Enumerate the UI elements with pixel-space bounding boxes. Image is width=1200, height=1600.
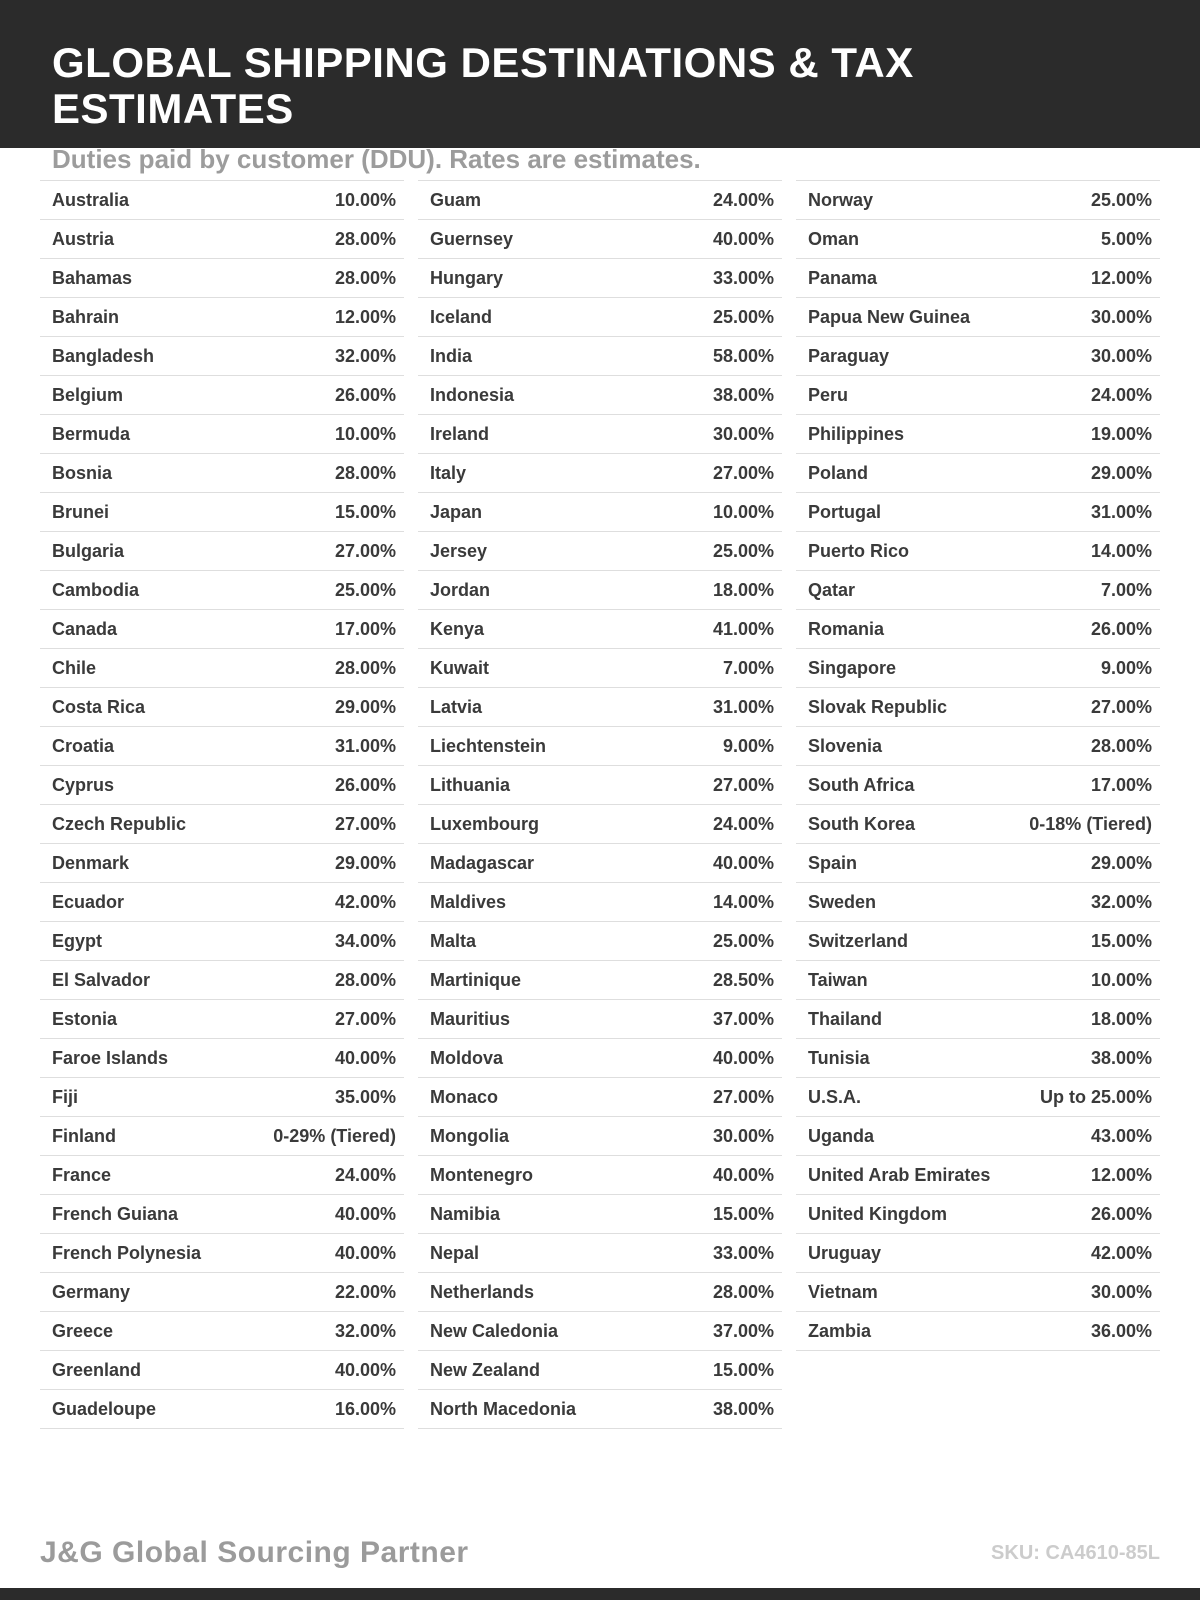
country-name: Nepal [430,1242,480,1263]
table-row [796,688,1160,727]
country-name: Latvia [430,696,483,717]
table-row [40,337,404,376]
country-name: Australia [52,189,130,210]
country-name: Slovenia [808,735,883,756]
tax-rate: 38.00% [712,384,774,405]
table-row [796,1195,1160,1234]
tax-rate: 27.00% [712,462,774,483]
tax-rate: Up to 25.00% [1039,1086,1152,1107]
country-name: Cambodia [52,579,140,600]
table-row [418,766,782,805]
table-row [418,571,782,610]
table-row [418,922,782,961]
tax-rate: 27.00% [334,813,396,834]
tax-rate: 27.00% [334,540,396,561]
table-row [40,1234,404,1273]
country-name: Brunei [52,501,110,522]
table-row [796,922,1160,961]
tax-rate: 5.00% [1100,228,1152,249]
table-row [796,844,1160,883]
tax-rate: 22.00% [334,1281,396,1302]
table-row [418,610,782,649]
country-name: Poland [808,462,869,483]
table-row [796,1156,1160,1195]
country-name: Kenya [430,618,485,639]
table-row [40,1351,404,1390]
tax-rate: 33.00% [712,1242,774,1263]
country-name: Vietnam [808,1281,878,1302]
country-name: Ireland [430,423,490,444]
tax-rate: 25.00% [712,930,774,951]
country-name: Norway [808,189,874,210]
table-row [40,766,404,805]
table-row [40,1000,404,1039]
table-row [418,1234,782,1273]
tax-rate: 19.00% [1090,423,1152,444]
tax-rate: 28.00% [334,969,396,990]
country-name: United Arab Emirates [808,1164,991,1185]
country-name: South Korea [808,813,916,834]
table-row [418,961,782,1000]
table-row [40,727,404,766]
tax-rate: 14.00% [712,891,774,912]
table-row [418,493,782,532]
country-name: Mauritius [430,1008,511,1029]
tax-rate: 26.00% [1090,1203,1152,1224]
tax-rate: 40.00% [712,228,774,249]
table-row [796,727,1160,766]
country-name: Mongolia [430,1125,509,1146]
rate-column [796,180,1160,1429]
country-name: Puerto Rico [808,540,910,561]
country-name: Canada [52,618,118,639]
country-name: Kuwait [430,657,490,678]
tax-rate: 28.00% [1090,735,1152,756]
table-row [418,1156,782,1195]
table-row [796,1117,1160,1156]
country-name: Zambia [808,1320,872,1341]
tax-rate: 26.00% [334,774,396,795]
country-name: Cyprus [52,774,115,795]
country-name: Jordan [430,579,491,600]
country-name: Qatar [808,579,856,600]
country-name: Greece [52,1320,114,1341]
table-row [796,532,1160,571]
tax-rate: 28.00% [334,462,396,483]
country-name: Bahrain [52,306,120,327]
page-title: GLOBAL SHIPPING DESTINATIONS & TAX ESTIMATES [52,39,914,133]
country-name: Guadeloupe [52,1398,157,1419]
tax-rate: 12.00% [334,306,396,327]
tax-rate: 10.00% [712,501,774,522]
table-row [796,493,1160,532]
tax-rate: 0-29% (Tiered) [273,1125,396,1146]
country-name: Faroe Islands [52,1047,169,1068]
country-name: Paraguay [808,345,890,366]
tax-rate: 17.00% [1090,774,1152,795]
tax-rate: 42.00% [334,891,396,912]
table-row [40,1273,404,1312]
table-row [40,883,404,922]
table-row [418,415,782,454]
table-row [40,1390,404,1429]
tax-rate: 40.00% [712,1164,774,1185]
table-row [418,181,782,220]
table-row [418,1312,782,1351]
table-row [40,844,404,883]
table-row [796,571,1160,610]
country-name: Monaco [430,1086,499,1107]
tax-rate: 40.00% [712,852,774,873]
tax-rate: 29.00% [1090,462,1152,483]
table-row [40,1078,404,1117]
tax-rate: 0-18% (Tiered) [1029,813,1152,834]
country-name: Jersey [430,540,488,561]
table-row [796,454,1160,493]
country-name: Peru [808,384,849,405]
country-name: Taiwan [808,969,868,990]
tax-rate: 31.00% [712,696,774,717]
table-row [418,844,782,883]
tax-rate: 30.00% [712,423,774,444]
tax-rate: 38.00% [712,1398,774,1419]
tax-rate: 28.00% [334,228,396,249]
tax-rate: 15.00% [712,1203,774,1224]
country-name: Malta [430,930,477,951]
table-row [796,649,1160,688]
table-row [418,1273,782,1312]
table-row [418,298,782,337]
tax-rate: 31.00% [334,735,396,756]
table-row [40,415,404,454]
table-row [418,259,782,298]
country-name: New Caledonia [430,1320,559,1341]
tax-rate: 33.00% [712,267,774,288]
table-row [40,181,404,220]
page-subtitle: Duties paid by customer (DDU). Rates are estimates. [52,144,701,175]
table-row [40,610,404,649]
country-name: Panama [808,267,878,288]
country-name: Bahamas [52,267,133,288]
tax-rate: 27.00% [334,1008,396,1029]
country-name: Austria [52,228,115,249]
country-name: Finland [52,1125,116,1146]
tax-rate: 12.00% [1090,1164,1152,1185]
country-name: Chile [52,657,97,678]
country-name: Maldives [430,891,507,912]
table-row [418,220,782,259]
country-name: French Polynesia [52,1242,202,1263]
table-row [796,298,1160,337]
country-name: Luxembourg [430,813,540,834]
tax-rate: 32.00% [334,1320,396,1341]
tax-rate: 9.00% [722,735,774,756]
tax-rate: 34.00% [334,930,396,951]
table-row [418,1117,782,1156]
table-row [796,883,1160,922]
country-name: Bangladesh [52,345,155,366]
tax-rate: 25.00% [712,306,774,327]
table-row [796,1234,1160,1273]
country-name: Moldova [430,1047,504,1068]
tax-rate: 58.00% [712,345,774,366]
country-name: Fiji [52,1086,78,1107]
table-row [796,1273,1160,1312]
table-row [796,610,1160,649]
country-name: India [430,345,473,366]
table-row [418,1195,782,1234]
tax-rate: 29.00% [334,696,396,717]
table-row [40,1156,404,1195]
country-name: Uganda [808,1125,875,1146]
country-name: Slovak Republic [808,696,948,717]
table-row [40,649,404,688]
tax-rate: 28.00% [334,657,396,678]
tax-rate: 29.00% [1090,852,1152,873]
country-name: El Salvador [52,969,151,990]
tax-rate: 24.00% [1090,384,1152,405]
table-row [418,376,782,415]
country-name: Bermuda [52,423,131,444]
country-name: Oman [808,228,860,249]
tax-rate: 18.00% [712,579,774,600]
tax-rate: 24.00% [334,1164,396,1185]
tax-rate: 41.00% [712,618,774,639]
table-row [796,415,1160,454]
tax-rate: 14.00% [1090,540,1152,561]
tax-rate: 40.00% [712,1047,774,1068]
table-row [796,961,1160,1000]
tax-rate: 25.00% [1090,189,1152,210]
country-name: Ecuador [52,891,125,912]
country-name: French Guiana [52,1203,179,1224]
country-name: South Africa [808,774,915,795]
tax-rate: 9.00% [1100,657,1152,678]
tax-rate: 28.00% [334,267,396,288]
tax-rate: 15.00% [1090,930,1152,951]
country-name: Egypt [52,930,103,951]
table-row [40,220,404,259]
table-row [796,766,1160,805]
table-row [796,220,1160,259]
country-name: Lithuania [430,774,510,795]
tax-rate: 24.00% [712,813,774,834]
table-row [40,571,404,610]
table-row [40,298,404,337]
table-row [40,688,404,727]
country-name: Spain [808,852,858,873]
table-row [796,337,1160,376]
tax-rate: 10.00% [334,423,396,444]
tax-rate: 32.00% [334,345,396,366]
tax-rate: 32.00% [1090,891,1152,912]
table-row [418,1039,782,1078]
tax-rate: 37.00% [712,1320,774,1341]
tax-rate: 42.00% [1090,1242,1152,1263]
country-name: Iceland [430,306,493,327]
table-row [418,649,782,688]
tax-rate: 25.00% [334,579,396,600]
tax-rate: 28.50% [712,969,774,990]
table-row [40,259,404,298]
table-row [40,1117,404,1156]
country-name: Guam [430,189,482,210]
tax-rate: 36.00% [1090,1320,1152,1341]
tax-rate: 15.00% [334,501,396,522]
tax-rate: 18.00% [1090,1008,1152,1029]
country-name: Bosnia [52,462,113,483]
table-row [796,1312,1160,1351]
table-row [418,727,782,766]
tax-rate: 27.00% [712,1086,774,1107]
table-row [418,883,782,922]
country-name: Estonia [52,1008,118,1029]
country-name: Philippines [808,423,905,444]
table-row [40,922,404,961]
tax-rate: 43.00% [1090,1125,1152,1146]
tax-rate: 27.00% [1090,696,1152,717]
table-row [418,1000,782,1039]
tax-rate-table [0,148,1200,1429]
table-row [418,688,782,727]
country-name: Madagascar [430,852,535,873]
table-row [796,1039,1160,1078]
table-row [40,493,404,532]
tax-rate: 12.00% [1090,267,1152,288]
country-name: Guernsey [430,228,514,249]
country-name: United Kingdom [808,1203,947,1224]
tax-rate: 15.00% [712,1359,774,1380]
country-name: Namibia [430,1203,501,1224]
table-row [796,1078,1160,1117]
header-banner [0,0,1200,175]
table-row [40,1195,404,1234]
tax-rate: 10.00% [334,189,396,210]
country-name: Japan [430,501,483,522]
country-name: Sweden [808,891,877,912]
tax-rate: 26.00% [1090,618,1152,639]
tax-rate: 17.00% [334,618,396,639]
table-row [796,1000,1160,1039]
footer [0,1518,1200,1588]
tax-rate: 7.00% [1100,579,1152,600]
table-row [418,1078,782,1117]
table-row [40,454,404,493]
country-name: Tunisia [808,1047,870,1068]
table-row [40,376,404,415]
tax-rate: 30.00% [1090,345,1152,366]
tax-rate: 40.00% [334,1242,396,1263]
country-name: Bulgaria [52,540,125,561]
country-name: Liechtenstein [430,735,547,756]
country-name: Belgium [52,384,124,405]
tax-rate: 28.00% [712,1281,774,1302]
country-name: Martinique [430,969,522,990]
country-name: U.S.A. [808,1086,862,1107]
table-row [40,1312,404,1351]
country-name: Thailand [808,1008,883,1029]
country-name: New Zealand [430,1359,541,1380]
table-row [418,532,782,571]
rate-column [40,180,404,1429]
country-name: Singapore [808,657,897,678]
tax-rate: 24.00% [712,189,774,210]
country-name: Papua New Guinea [808,306,971,327]
tax-rate: 30.00% [1090,306,1152,327]
table-row [418,1351,782,1390]
tax-rate: 10.00% [1090,969,1152,990]
tax-rate: 35.00% [334,1086,396,1107]
table-row [796,181,1160,220]
table-row [40,1039,404,1078]
country-name: Croatia [52,735,115,756]
country-name: France [52,1164,112,1185]
bottom-accent-bar [0,1588,1200,1600]
country-name: Romania [808,618,885,639]
table-row [40,805,404,844]
tax-rate: 31.00% [1090,501,1152,522]
table-row [796,805,1160,844]
tax-rate: 16.00% [334,1398,396,1419]
tax-rate: 25.00% [712,540,774,561]
country-name: Denmark [52,852,130,873]
table-row [40,961,404,1000]
country-name: Czech Republic [52,813,187,834]
country-name: Uruguay [808,1242,882,1263]
tax-rate: 40.00% [334,1203,396,1224]
table-row [418,454,782,493]
tax-rate: 7.00% [722,657,774,678]
tax-rate: 38.00% [1090,1047,1152,1068]
tax-rate: 40.00% [334,1047,396,1068]
country-name: Switzerland [808,930,909,951]
country-name: Montenegro [430,1164,533,1185]
country-name: Italy [430,462,467,483]
table-row [418,805,782,844]
country-name: Greenland [52,1359,142,1380]
tax-rate: 26.00% [334,384,396,405]
tax-rate: 29.00% [334,852,396,873]
table-row [40,532,404,571]
country-name: Germany [52,1281,131,1302]
country-name: Hungary [430,267,504,288]
country-name: Costa Rica [52,696,146,717]
country-name: Portugal [808,501,882,522]
tax-rate: 27.00% [712,774,774,795]
tax-rate: 30.00% [1090,1281,1152,1302]
brand-name: J&G Global Sourcing Partner [40,1536,469,1569]
table-row [796,376,1160,415]
rate-column [418,180,782,1429]
tax-rate: 37.00% [712,1008,774,1029]
table-row [418,1390,782,1429]
table-row [418,337,782,376]
tax-rate: 40.00% [334,1359,396,1380]
tax-rate: 30.00% [712,1125,774,1146]
country-name: Indonesia [430,384,515,405]
table-row [796,259,1160,298]
country-name: North Macedonia [430,1398,577,1419]
sku-label: SKU: CA4610-85L [991,1541,1160,1564]
country-name: Netherlands [430,1281,535,1302]
